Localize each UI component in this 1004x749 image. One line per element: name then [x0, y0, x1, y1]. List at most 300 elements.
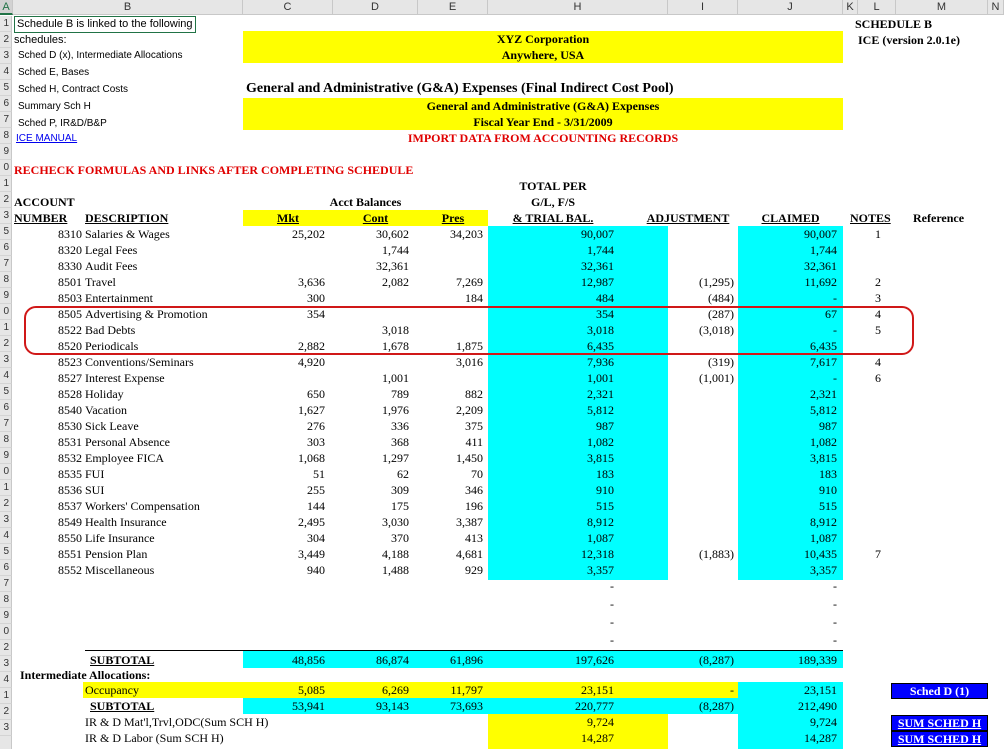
claimed-dash: -	[833, 579, 837, 593]
row-number[interactable]: 3	[0, 352, 12, 368]
account-number: 8310	[58, 227, 82, 241]
claimed-value: 183	[819, 467, 837, 481]
adjustment-value: (3,018)	[699, 323, 734, 337]
adjustment-value	[638, 530, 734, 546]
row-number[interactable]: 6	[0, 240, 12, 256]
header-notes: NOTES	[850, 211, 891, 225]
mkt-value: 3,449	[298, 547, 325, 561]
note-number	[868, 258, 888, 274]
mkt-value: 354	[307, 307, 325, 321]
row-number[interactable]: 5	[0, 544, 12, 560]
fiscal-year: Fiscal Year End - 3/31/2009	[473, 115, 613, 129]
claimed-value: 11,692	[804, 275, 837, 289]
mkt-value: 3,636	[298, 275, 325, 289]
note-number: 4	[875, 355, 881, 369]
pres-value	[418, 370, 483, 386]
claimed-value: 1,082	[810, 435, 837, 449]
total-value: 910	[596, 483, 614, 497]
column-header-n[interactable]: N	[988, 0, 1004, 15]
mkt-value	[243, 258, 325, 274]
total-value: 1,744	[587, 243, 614, 257]
notes-schedule-item: Summary Sch H	[18, 101, 91, 112]
pres-value: 184	[465, 291, 483, 305]
cont-value: 2,082	[382, 275, 409, 289]
row-number[interactable]: 2	[0, 32, 12, 48]
claimed-dash: -	[833, 615, 837, 629]
adjustment-value	[638, 258, 734, 274]
row-number[interactable]: 3	[0, 512, 12, 528]
total-value: 12,318	[581, 547, 614, 561]
company-name: XYZ Corporation	[496, 32, 590, 46]
total-value: 12,987	[581, 275, 614, 289]
total-value: 354	[596, 307, 614, 321]
cont-value: 309	[391, 483, 409, 497]
sum-sched-h-button-1[interactable]: SUM SCHED H	[891, 715, 988, 731]
cont-value: 30,602	[376, 227, 409, 241]
cont-value	[333, 290, 409, 306]
mkt-value: 300	[307, 291, 325, 305]
cont-value: 1,976	[382, 403, 409, 417]
claimed-dash: -	[833, 633, 837, 647]
adjustment-value	[638, 434, 734, 450]
account-description: Employee FICA	[85, 451, 164, 465]
adjustment-value: (484)	[708, 291, 734, 305]
ird-materials-label: IR & D Mat'l,Trvl,ODC(Sum SCH H)	[85, 715, 269, 729]
account-description: Salaries & Wages	[85, 227, 170, 241]
note-number	[868, 562, 888, 578]
pres-value: 413	[465, 531, 483, 545]
total-value: 1,001	[587, 371, 614, 385]
total-value: 3,357	[587, 563, 614, 577]
row-number[interactable]: 4	[0, 528, 12, 544]
adjustment-value	[638, 402, 734, 418]
subtotal2-cont: 93,143	[376, 699, 409, 713]
cont-value: 3,030	[382, 515, 409, 529]
import-note: IMPORT DATA FROM ACCOUNTING RECORDS	[407, 131, 679, 145]
pool-subtitle: General and Administrative (G&A) Expenses	[426, 99, 660, 113]
cont-value: 368	[391, 435, 409, 449]
total-value: 183	[596, 467, 614, 481]
row-number[interactable]: 9	[0, 144, 12, 160]
row-number[interactable]: 4	[0, 368, 12, 384]
adjustment-value: (1,001)	[699, 371, 734, 385]
header-total-3: & TRIAL BAL.	[512, 211, 594, 225]
cont-value: 336	[391, 419, 409, 433]
claimed-value: 987	[819, 419, 837, 433]
cont-value: 62	[397, 467, 409, 481]
total-value: 2,321	[587, 387, 614, 401]
notes-line-2: schedules:	[14, 34, 67, 46]
total-value: 6,435	[587, 339, 614, 353]
claimed-value: 32,361	[804, 259, 837, 273]
cont-value: 4,188	[382, 547, 409, 561]
total-dash: -	[610, 615, 614, 629]
mkt-value: 1,068	[298, 451, 325, 465]
total-value: 90,007	[581, 227, 614, 241]
mkt-value: 276	[307, 419, 325, 433]
account-description: FUI	[85, 467, 105, 481]
adjustment-value: (1,883)	[699, 547, 734, 561]
pres-value	[418, 242, 483, 258]
pres-value: 1,875	[456, 339, 483, 353]
adjustment-value	[638, 466, 734, 482]
claimed-value: 7,617	[810, 355, 837, 369]
header-adjustment: ADJUSTMENT	[646, 211, 730, 225]
column-header-i[interactable]: I	[668, 0, 738, 15]
account-description: Life Insurance	[85, 531, 155, 545]
adjustment-value	[638, 242, 734, 258]
subtotal2-claimed: 212,490	[798, 699, 837, 713]
claimed-value: 8,912	[810, 515, 837, 529]
row-number[interactable]: 6	[0, 400, 12, 416]
adjustment-value	[638, 450, 734, 466]
account-description: Entertainment	[85, 291, 153, 305]
column-header-k[interactable]: K	[843, 0, 858, 15]
adjustment-value: (1,295)	[699, 275, 734, 289]
mkt-value: 255	[307, 483, 325, 497]
row-number[interactable]: 5	[0, 224, 12, 240]
total-value: 5,812	[587, 403, 614, 417]
account-number: 8503	[58, 291, 82, 305]
row-number[interactable]: 0	[0, 464, 12, 480]
occupancy-cont: 6,269	[382, 683, 409, 697]
pres-value: 196	[465, 499, 483, 513]
subtotal-cont: 86,874	[376, 653, 409, 667]
subtotal-pres: 61,896	[450, 653, 483, 667]
claimed-value: -	[833, 371, 837, 385]
row-number[interactable]: 2	[0, 704, 12, 720]
adjustment-value	[638, 498, 734, 514]
cont-value: 370	[391, 531, 409, 545]
row-number[interactable]: 8	[0, 592, 12, 608]
mkt-value: 25,202	[292, 227, 325, 241]
account-number: 8530	[58, 419, 82, 433]
mkt-value: 304	[307, 531, 325, 545]
subtotal2-adjustment: (8,287)	[699, 699, 734, 713]
pres-value: 929	[465, 563, 483, 577]
account-description: Audit Fees	[85, 259, 138, 273]
mkt-value: 2,495	[298, 515, 325, 529]
row-number[interactable]: 6	[0, 560, 12, 576]
ice-manual-link[interactable]: ICE MANUAL	[16, 133, 78, 144]
account-number: 8540	[58, 403, 82, 417]
row-number[interactable]: 4	[0, 64, 12, 80]
cont-value: 3,018	[382, 323, 409, 337]
account-description: Travel	[85, 275, 116, 289]
claimed-value: -	[833, 291, 837, 305]
subtotal-claimed: 189,339	[798, 653, 837, 667]
row-number[interactable]: 3	[0, 48, 12, 64]
account-description: Legal Fees	[85, 243, 138, 257]
highlight-oval	[24, 306, 914, 355]
cont-value: 1,744	[382, 243, 409, 257]
note-number: 2	[875, 275, 881, 289]
total-value: 3,815	[587, 451, 614, 465]
account-number: 8531	[58, 435, 82, 449]
occupancy-claimed: 23,151	[804, 683, 837, 697]
total-dash: -	[610, 579, 614, 593]
cont-value: 789	[391, 387, 409, 401]
subtotal2-pres: 73,693	[450, 699, 483, 713]
account-description: Bad Debts	[85, 323, 136, 337]
row-number[interactable]: 4	[0, 672, 12, 688]
column-header-j[interactable]: J	[738, 0, 843, 15]
claimed-value: 3,357	[810, 563, 837, 577]
adjustment-value: (319)	[708, 355, 734, 369]
note-number	[868, 466, 888, 482]
row-number[interactable]: 2	[0, 192, 12, 208]
subtotal2-mkt: 53,941	[292, 699, 325, 713]
notes-schedule-item: Sched E, Bases	[18, 67, 90, 78]
row-number[interactable]: 8	[0, 128, 12, 144]
row-number[interactable]: 2	[0, 336, 12, 352]
mkt-value: 144	[307, 499, 325, 513]
cont-value: 1,678	[382, 339, 409, 353]
note-number	[868, 434, 888, 450]
account-description: Interest Expense	[85, 371, 165, 385]
recheck-note: RECHECK FORMULAS AND LINKS AFTER COMPLETING SCHEDULE	[14, 163, 414, 177]
row-number[interactable]: 5	[0, 80, 12, 96]
claimed-value: 10,435	[804, 547, 837, 561]
notes-line-1[interactable]: Schedule B is linked to the following	[14, 16, 196, 33]
mkt-value: 650	[307, 387, 325, 401]
total-value: 8,912	[587, 515, 614, 529]
account-number: 8522	[58, 323, 82, 337]
pres-value: 1,450	[456, 451, 483, 465]
account-number: 8505	[58, 307, 82, 321]
account-number: 8535	[58, 467, 82, 481]
adjustment-value	[638, 562, 734, 578]
claimed-value: 515	[819, 499, 837, 513]
pres-value	[418, 258, 483, 274]
header-description: DESCRIPTION	[85, 211, 169, 225]
cont-value: 1,297	[382, 451, 409, 465]
subtotal2-label: SUBTOTAL	[90, 699, 155, 713]
header-claimed: CLAIMED	[761, 211, 820, 225]
row-number[interactable]: 7	[0, 576, 12, 592]
mkt-value: 303	[307, 435, 325, 449]
intermediate-allocations-label: Intermediate Allocations:	[20, 668, 151, 682]
row-number[interactable]: 0	[0, 160, 12, 176]
row-number[interactable]: 1	[0, 688, 12, 704]
mkt-value: 2,882	[298, 339, 325, 353]
ird-labor-label: IR & D Labor (Sum SCH H)	[85, 731, 224, 745]
occupancy-pres: 11,797	[450, 683, 483, 697]
claimed-value: 1,087	[810, 531, 837, 545]
account-number: 8551	[58, 547, 82, 561]
claimed-value: 3,815	[810, 451, 837, 465]
header-total-2: G/L, F/S	[530, 195, 575, 209]
note-number	[868, 514, 888, 530]
total-value: 1,082	[587, 435, 614, 449]
header-mkt: Mkt	[277, 211, 299, 225]
cont-value: 1,488	[382, 563, 409, 577]
row-number[interactable]: 0	[0, 304, 12, 320]
column-header-d[interactable]: D	[333, 0, 418, 15]
row-number[interactable]: 2	[0, 640, 12, 656]
subtotal2-total: 220,777	[575, 699, 614, 713]
mkt-value: 51	[313, 467, 325, 481]
account-description: Advertising & Promotion	[85, 307, 208, 321]
total-value: 3,018	[587, 323, 614, 337]
total-value: 987	[596, 419, 614, 433]
sum-sched-h-button-2[interactable]: SUM SCHED H	[891, 731, 988, 747]
note-number	[868, 530, 888, 546]
row-number[interactable]: 8	[0, 272, 12, 288]
cont-value	[333, 354, 409, 370]
account-description: Conventions/Seminars	[85, 355, 194, 369]
claimed-dash: -	[833, 597, 837, 611]
mkt-value	[243, 242, 325, 258]
total-dash: -	[610, 597, 614, 611]
row-number[interactable]: 5	[0, 384, 12, 400]
note-number	[868, 482, 888, 498]
adjustment-value	[638, 514, 734, 530]
account-number: 8523	[58, 355, 82, 369]
note-number	[868, 402, 888, 418]
column-header-l[interactable]: L	[858, 0, 896, 15]
notes-schedule-item: Sched H, Contract Costs	[18, 84, 129, 95]
company-location: Anywhere, USA	[501, 48, 585, 62]
pres-value: 3,016	[456, 355, 483, 369]
row-number[interactable]: 9	[0, 288, 12, 304]
note-number: 6	[875, 371, 881, 385]
account-number: 8550	[58, 531, 82, 545]
pres-value: 346	[465, 483, 483, 497]
row-number[interactable]: 7	[0, 416, 12, 432]
adjustment-value	[638, 226, 734, 242]
subtotal-label: SUBTOTAL	[90, 653, 155, 667]
pres-value: 882	[465, 387, 483, 401]
column-header-a[interactable]: A	[0, 0, 13, 15]
subtotal-adjustment: (8,287)	[699, 653, 734, 667]
mkt-value	[243, 370, 325, 386]
pres-value: 7,269	[456, 275, 483, 289]
total-value: 7,936	[587, 355, 614, 369]
account-number: 8520	[58, 339, 82, 353]
account-number: 8532	[58, 451, 82, 465]
header-acct-balances: Acct Balances	[329, 195, 402, 209]
claimed-value: 6,435	[810, 339, 837, 353]
account-number: 8528	[58, 387, 82, 401]
schedule-label: SCHEDULE B	[855, 17, 933, 31]
row-number[interactable]: 8	[0, 432, 12, 448]
ird-labor-total: 14,287	[581, 731, 614, 745]
account-description: Vacation	[85, 403, 127, 417]
occupancy-total: 23,151	[581, 683, 614, 697]
cont-value: 1,001	[382, 371, 409, 385]
ird-materials-total: 9,724	[587, 715, 614, 729]
row-number[interactable]: 7	[0, 256, 12, 272]
row-number[interactable]: 6	[0, 96, 12, 112]
subtotal-top-border	[85, 650, 843, 651]
column-header-c[interactable]: C	[243, 0, 333, 15]
row-number[interactable]: 1	[0, 176, 12, 192]
account-number: 8330	[58, 259, 82, 273]
subtotal-mkt: 48,856	[292, 653, 325, 667]
row-number[interactable]: 9	[0, 608, 12, 624]
adjustment-value	[638, 418, 734, 434]
header-total-1: TOTAL PER	[519, 179, 587, 193]
row-number[interactable]: 9	[0, 448, 12, 464]
note-number: 3	[875, 291, 881, 305]
claimed-value: 910	[819, 483, 837, 497]
row-number[interactable]: 1	[0, 320, 12, 336]
row-number[interactable]: 3	[0, 656, 12, 672]
header-pres: Pres	[441, 211, 465, 225]
column-header-b[interactable]: B	[13, 0, 243, 15]
header-account: ACCOUNT	[14, 195, 75, 209]
cont-value: 175	[391, 499, 409, 513]
adjustment-value	[638, 482, 734, 498]
note-number	[868, 418, 888, 434]
column-header-h[interactable]: H	[488, 0, 668, 15]
account-description: Personal Absence	[85, 435, 170, 449]
claimed-value: -	[833, 323, 837, 337]
row-number[interactable]	[0, 736, 12, 749]
row-number[interactable]: 7	[0, 112, 12, 128]
occupancy-adjustment: -	[730, 683, 734, 697]
pres-value: 34,203	[450, 227, 483, 241]
row-number[interactable]: 3	[0, 720, 12, 736]
pres-value: 375	[465, 419, 483, 433]
account-number: 8552	[58, 563, 82, 577]
account-number: 8536	[58, 483, 82, 497]
pres-value: 70	[471, 467, 483, 481]
claimed-value: 1,744	[810, 243, 837, 257]
row-number[interactable]: 1	[0, 480, 12, 496]
claimed-value: 2,321	[810, 387, 837, 401]
claimed-value: 5,812	[810, 403, 837, 417]
mkt-value: 1,627	[298, 403, 325, 417]
note-number: 1	[875, 227, 881, 241]
row-number[interactable]: 1	[0, 16, 12, 32]
claimed-value: 67	[825, 307, 837, 321]
mkt-value: 940	[307, 563, 325, 577]
sched-d-button[interactable]: Sched D (1)	[891, 683, 988, 699]
row-number[interactable]: 0	[0, 624, 12, 640]
ird-labor-claimed: 14,287	[804, 731, 837, 745]
note-number: 4	[875, 307, 881, 321]
adjustment-value: (287)	[708, 307, 734, 321]
account-description: Sick Leave	[85, 419, 139, 433]
row-number[interactable]: 2	[0, 496, 12, 512]
header-reference: Reference	[913, 211, 965, 225]
column-header-m[interactable]: M	[896, 0, 988, 15]
notes-schedule-item: Sched D (x), Intermediate Allocations	[18, 50, 183, 61]
total-value: 32,361	[581, 259, 614, 273]
account-number: 8501	[58, 275, 82, 289]
pres-value: 2,209	[456, 403, 483, 417]
version-label: ICE (version 2.0.1e)	[858, 33, 960, 47]
account-description: Holiday	[85, 387, 124, 401]
header-number: NUMBER	[14, 211, 68, 225]
ird-materials-claimed: 9,724	[810, 715, 837, 729]
total-dash: -	[610, 633, 614, 647]
occupancy-mkt: 5,085	[298, 683, 325, 697]
cont-value: 32,361	[376, 259, 409, 273]
total-value: 515	[596, 499, 614, 513]
notes-schedule-item: Sched P, IR&D/B&P	[18, 118, 107, 129]
pres-value: 3,387	[456, 515, 483, 529]
account-description: Miscellaneous	[85, 563, 155, 577]
account-description: Pension Plan	[85, 547, 148, 561]
note-number	[868, 498, 888, 514]
account-number: 8537	[58, 499, 82, 513]
note-number	[868, 242, 888, 258]
column-header-e[interactable]: E	[418, 0, 488, 15]
row-number[interactable]: 3	[0, 208, 12, 224]
